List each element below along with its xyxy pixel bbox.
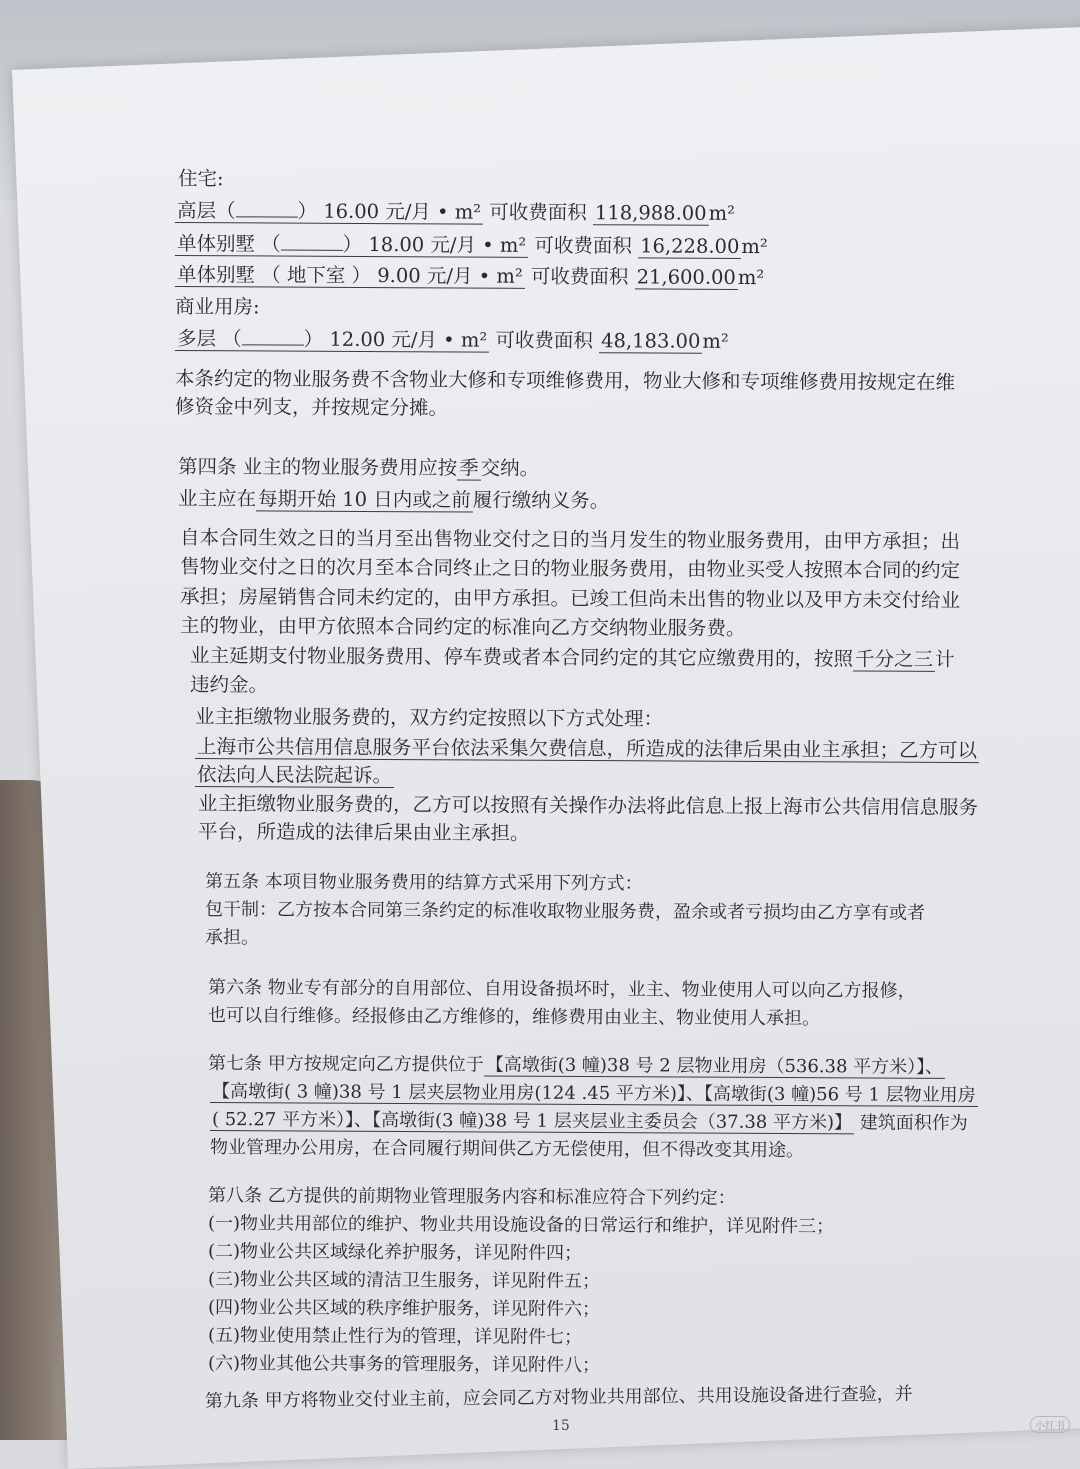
article-6-heading: 第六条 物业专有部分的自用部位、自用设备损坏时，业主、物业使用人可以向乙方报修， (207, 977, 916, 1002)
paragraph-line: 业主拒缴物业服务费的，乙方可以按照有关操作办法将此信息上报上海市公共信用信息服务 (197, 792, 979, 820)
list-item: (四)物业公共区域的秩序维护服务，详见附件六； (207, 1297, 601, 1321)
paragraph-line: 主的物业，由甲方依照本合同约定的标准向乙方交纳物业服务费。 (179, 614, 746, 640)
article-9-heading: 第九条 甲方将物业交付业主前，应会同乙方对物业共用部位、共用设施设备进行查验，并 (204, 1383, 913, 1412)
article-5-heading: 第五条 本项目物业服务费用的结算方式采用下列方式： (204, 871, 643, 895)
paragraph-line: 违约金。 (189, 673, 269, 697)
paragraph-line: 自本合同生效之日的当月至出售物业交付之日的当月发生的物业服务费用，由甲方承担；出 (179, 526, 961, 554)
watermark-badge: 小红书 (1030, 1416, 1070, 1433)
list-item: (三)物业公共区域的清洁卫生服务，详见附件五； (207, 1269, 601, 1293)
list-item: (二)物业公共区域绿化养护服务，详见附件四； (207, 1241, 583, 1264)
article-4-heading: 第四条 业主的物业服务费用应按季交纳。 (177, 455, 540, 480)
line-villa-basement-fee: 单体别墅 （ 地下室 ） 9.00 元/月 • m² 可收费面积 21,600.00m² (175, 264, 764, 289)
line-highrise-fee: 高层（ ） 16.00 元/月 • m² 可收费面积 118,988.00m² (175, 200, 735, 224)
paragraph-line: 承担；房屋销售合同未约定的，由甲方承担。已竣工但尚未出售的物业以及甲方未交付给业 (179, 585, 961, 613)
paragraph-line: 本条约定的物业服务费不含物业大修和专项维修费用，物业大修和专项维修费用按规定在维 (174, 367, 956, 395)
page-number: 15 (552, 1418, 570, 1434)
line-commercial: 商业用房: (174, 295, 260, 319)
paragraph-line: 业主应在每期开始 10 日内或之前履行缴纳义务。 (177, 487, 610, 513)
article-7-heading: 第七条 甲方按规定向乙方提供位于 【高墩街(3 幢)38 号 2 层物业用房（536.38 平方米）】、 (207, 1053, 944, 1078)
list-item: (六)物业其他公共事务的管理服务，详见附件八； (207, 1353, 601, 1377)
line-residential: 住宅: (177, 167, 224, 191)
paragraph-line: 物业管理办公用房，在合同履行期间供乙方无偿使用，但不得改变其用途。 (209, 1137, 805, 1162)
paragraph-line: 上海市公共信用信息服务平台依法采集欠费信息，所造成的法律后果由业主承担；乙方可以 (195, 736, 979, 762)
paragraph-line: ( 52.27 平方米）】、【高墩街(3 幢)38 号 1 层夹层业主委员会（37.38 平方米)】 建筑面积作为 (210, 1110, 968, 1134)
article-8-heading: 第八条 乙方提供的前期物业管理服务内容和标准应符合下列约定： (207, 1185, 736, 1209)
paragraph-line: 承担。 (204, 927, 260, 949)
paragraph-line: 包干制：乙方按本合同第三条约定的标准收取物业服务费，盈余或者亏损均由乙方享有或者 (204, 899, 926, 924)
paragraph-line: 【高墩街( 3 幢)38 号 1 层夹层物业用房(124 .45 平方米)】、【高墩街(3 幢)56 号 1 层物业用房 (210, 1082, 978, 1106)
paragraph-line: 业主拒缴物业服务费的，双方约定按照以下方式处理： (194, 705, 664, 731)
paragraph-line: 也可以自行维修。经报修由乙方维修的，维修费用由业主、物业使用人承担。 (207, 1005, 821, 1030)
paragraph-line: 售物业交付之日的次月至本合同终止之日的物业服务费用，由物业买受人按照本合同的约定 (179, 555, 961, 583)
paragraph-line: 修资金中列支，并按规定分摊。 (174, 395, 449, 420)
paragraph-line: 平台，所造成的法律后果由业主承担。 (197, 820, 530, 845)
list-item: (五)物业使用禁止性行为的管理，详见附件七； (207, 1325, 583, 1348)
paragraph-line: 业主延期支付物业服务费用、停车费或者本合同约定的其它应缴费用的，按照千分之三计 (189, 644, 955, 672)
list-item: (一)物业共用部位的维护、物业共用设施设备的日常运行和维护，详见附件三； (207, 1213, 835, 1238)
paragraph-line: 依法向人民法院起诉。 (195, 764, 394, 786)
line-villa-fee: 单体别墅 （ ） 18.00 元/月 • m² 可收费面积 16,228.00m² (175, 233, 768, 258)
line-multistorey-fee: 多层 （ ） 12.00 元/月 • m² 可收费面积 48,183.00m² (175, 328, 729, 352)
